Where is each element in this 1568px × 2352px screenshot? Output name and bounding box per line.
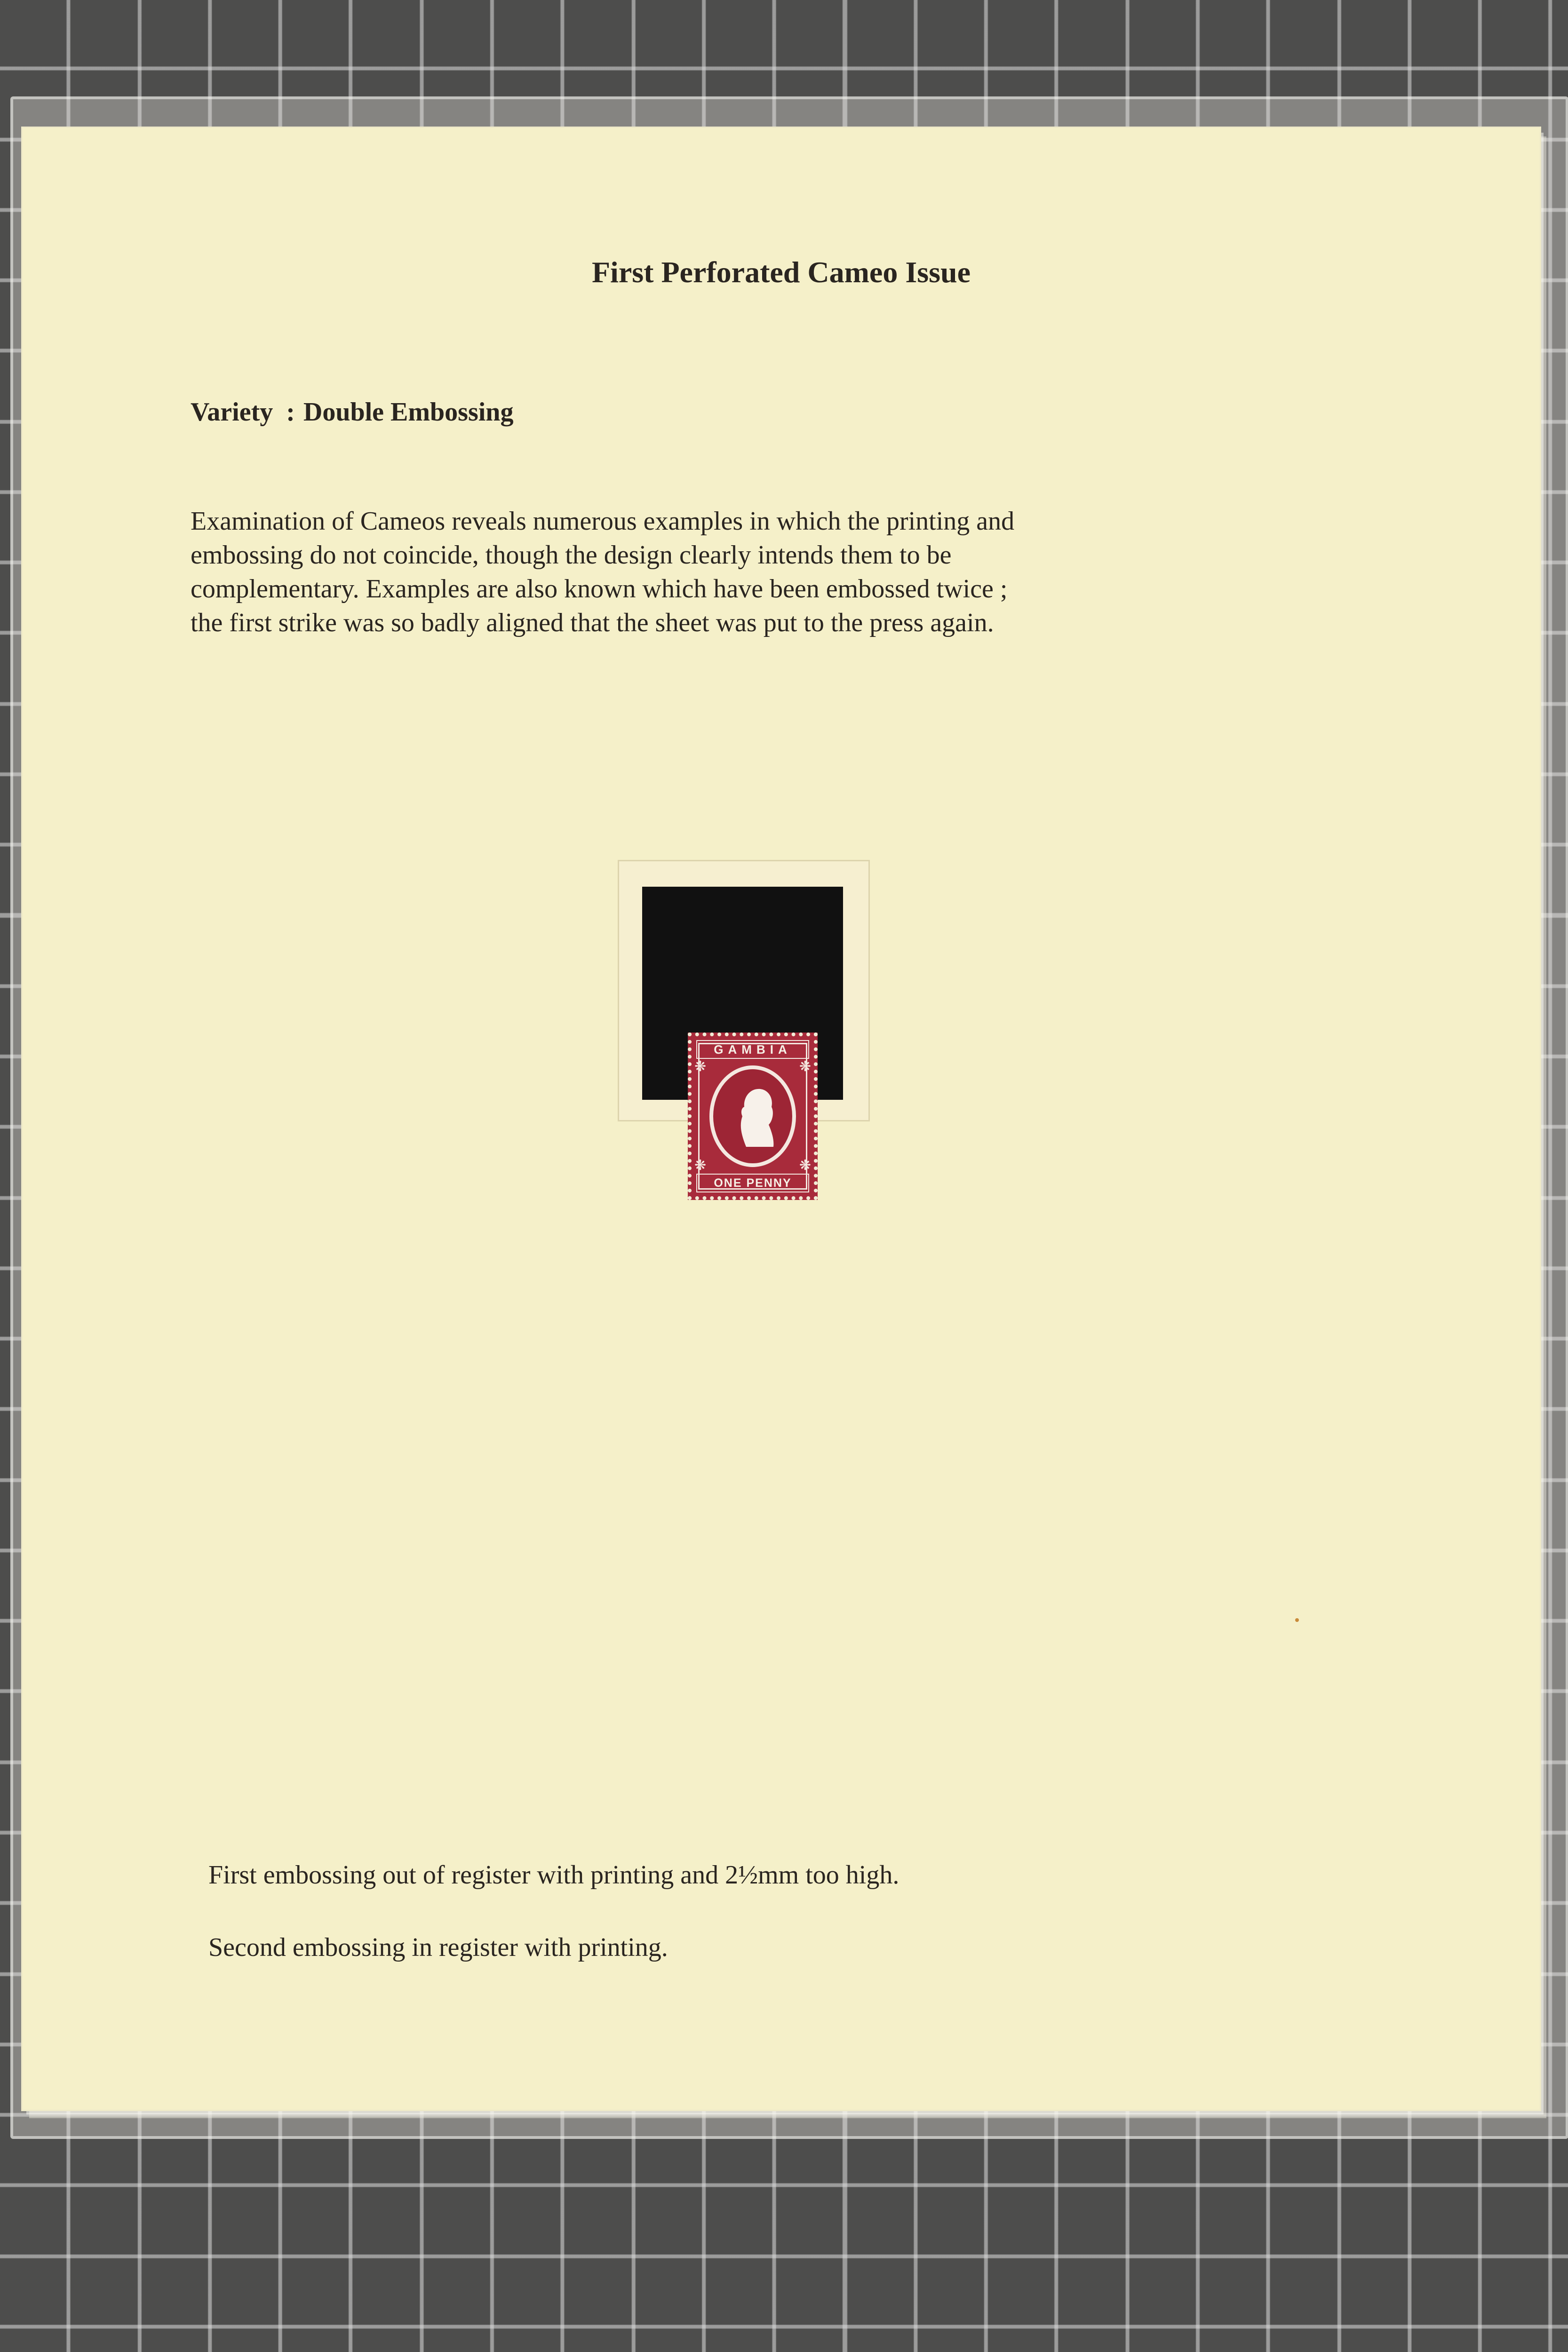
stamp-country-label: GAMBIA (696, 1040, 809, 1059)
caption-first-embossing: First embossing out of register with printing and 2½mm too high. (208, 1860, 899, 1890)
queen-cameo-oval (709, 1065, 796, 1167)
caption-second-embossing: Second embossing in register with printing. (208, 1933, 668, 1962)
ornament-icon: ❋ (694, 1059, 707, 1074)
description-line: complementary. Examples are also known which have been embossed twice ; (191, 574, 1008, 604)
description-line: embossing do not coincide, though the design clearly intends them to be (191, 540, 952, 570)
queen-head-icon (713, 1069, 792, 1163)
paper-speck (1295, 1618, 1299, 1622)
page-title: First Perforated Cameo Issue (591, 255, 971, 289)
variety-label: Variety (191, 397, 273, 427)
stamp (688, 1033, 818, 1200)
ornament-icon: ❋ (799, 1158, 811, 1173)
description-line: the first strike was so badly aligned that the sheet was put to the press again. (191, 608, 994, 637)
variety-name: Double Embossing (303, 397, 514, 427)
stamp-value-label: ONE PENNY (696, 1174, 809, 1192)
variety-separator: : (286, 397, 295, 427)
description-paragraph (191, 504, 1329, 640)
ornament-icon: ❋ (799, 1059, 811, 1074)
variety-heading (191, 397, 513, 427)
ornament-icon: ❋ (694, 1158, 707, 1173)
description-line: Examination of Cameos reveals numerous examples in which the printing and (191, 507, 1015, 536)
